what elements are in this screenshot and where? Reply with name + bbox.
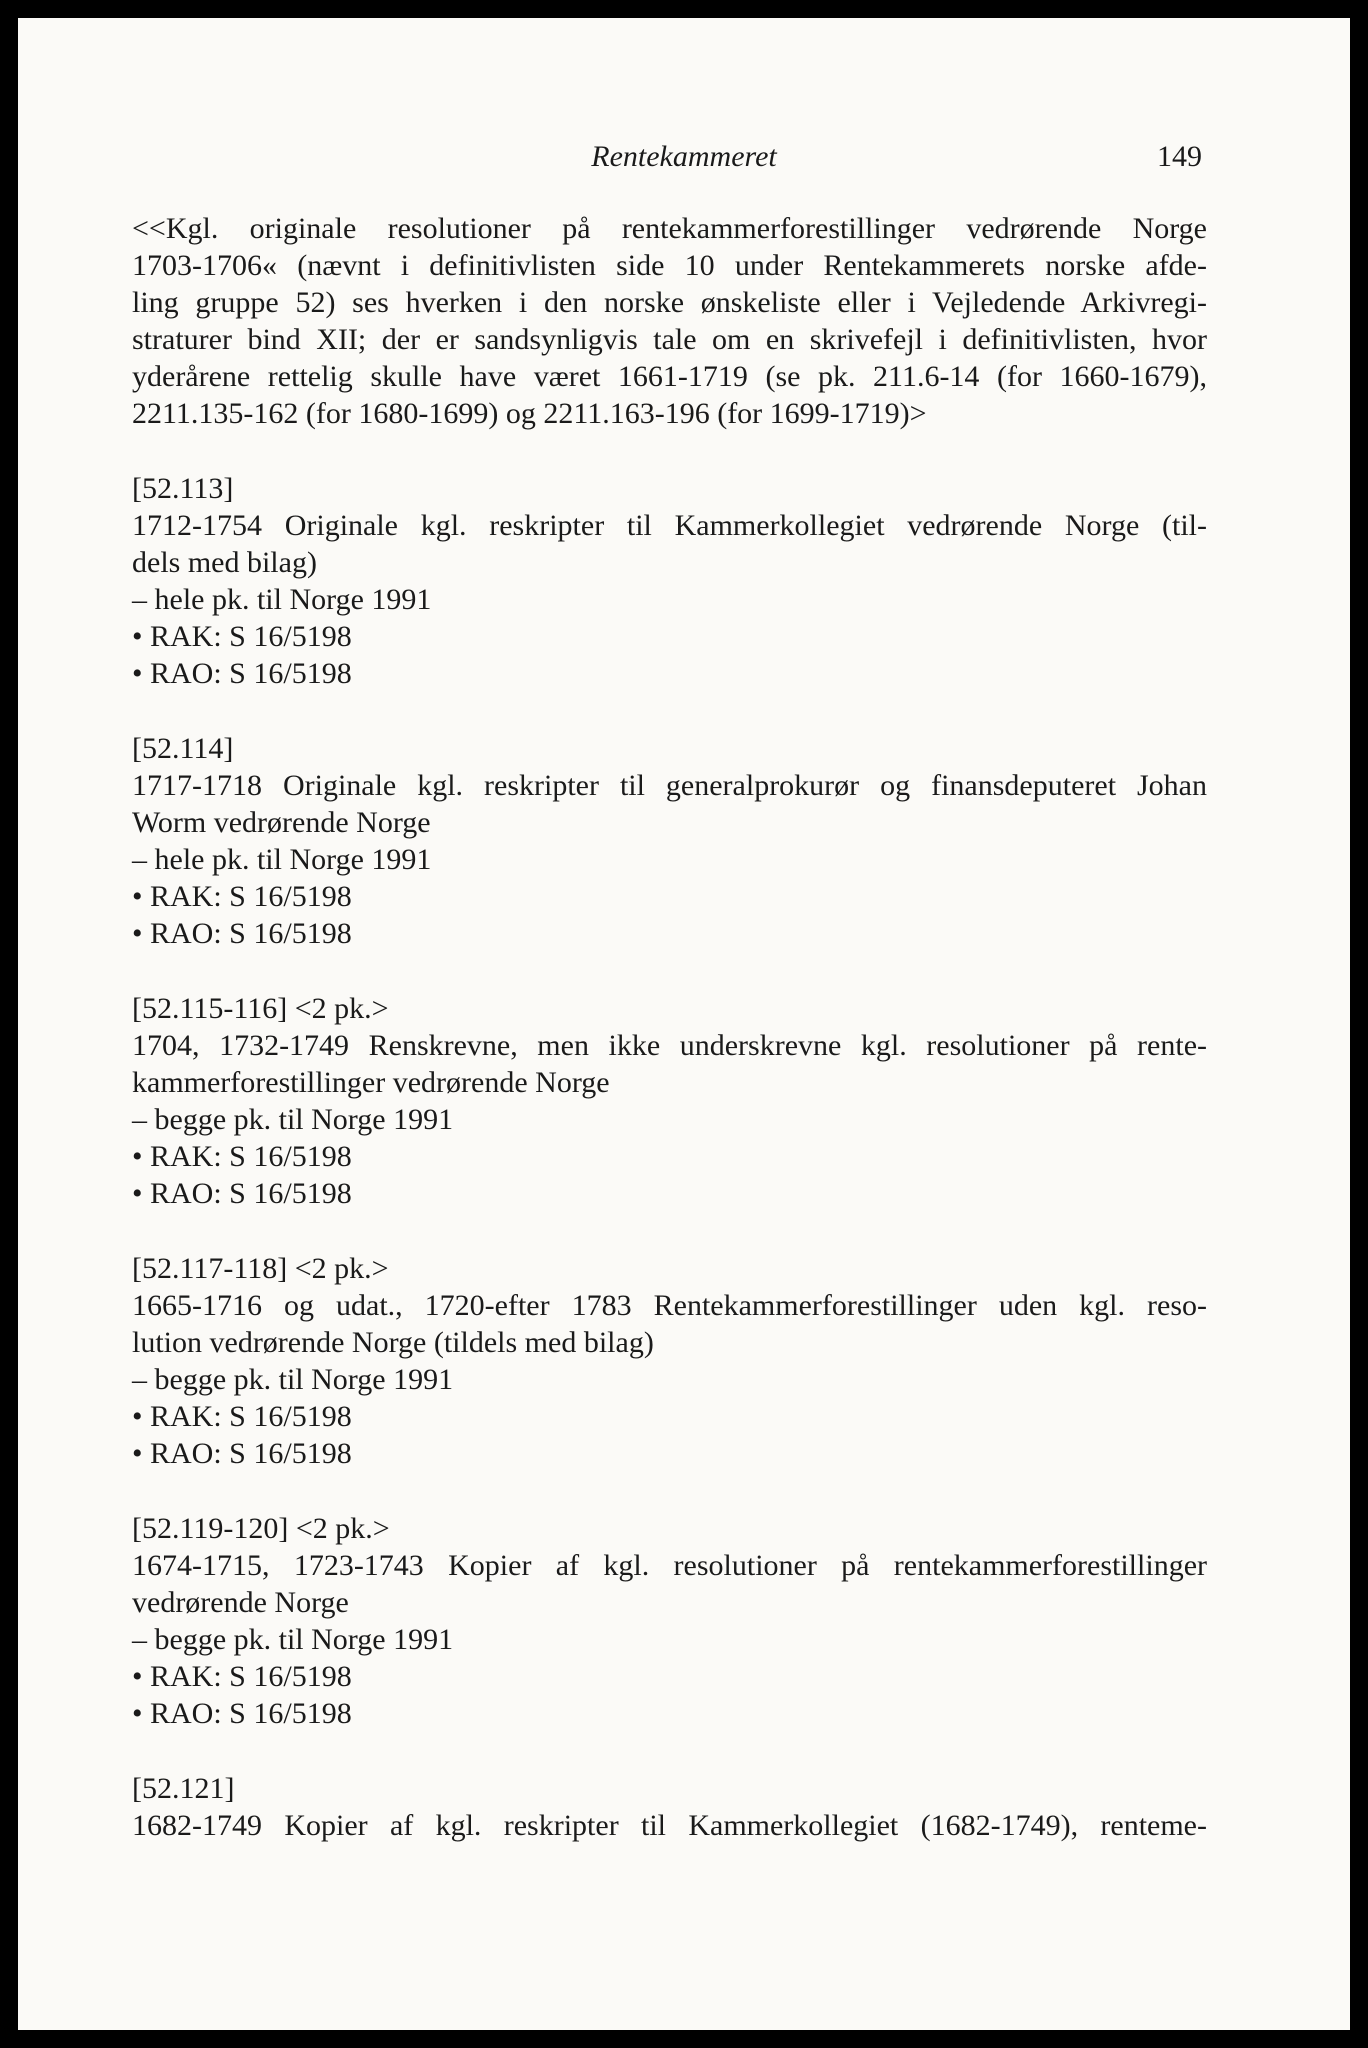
entry-rak: • RAK: S 16/5198 <box>132 1400 352 1433</box>
entry-rak: • RAK: S 16/5198 <box>132 880 352 913</box>
entry-rao: • RAO: S 16/5198 <box>132 1177 352 1210</box>
page-number: 149 <box>1157 140 1202 173</box>
entry-transfer: – begge pk. til Norge 1991 <box>132 1623 454 1656</box>
note-line: ling gruppe 52) ses hverken i den norske ønskeliste eller i Vejledende Arkivregi- <box>132 286 1207 319</box>
entry-description-line: 1682-1749 Kopier af kgl. reskripter til Kammerkollegiet (1682-1749), renteme- <box>132 1809 1207 1842</box>
note-line: <<Kgl. originale resolutioner på rentekammerforestillinger vedrørende Norge <box>132 212 1207 245</box>
archive-entry <box>132 730 1207 952</box>
entry-id: [52.113] <box>132 472 234 505</box>
entry-id: [52.114] <box>132 732 234 765</box>
entry-description-line: Worm vedrørende Norge <box>132 806 431 839</box>
entry-rao: • RAO: S 16/5198 <box>132 1697 352 1730</box>
entry-description-line: 1665-1716 og udat., 1720-efter 1783 Rentekammerforestillinger uden kgl. reso- <box>132 1289 1207 1322</box>
editorial-note <box>132 210 1207 432</box>
page-header <box>18 140 1350 184</box>
entry-rak: • RAK: S 16/5198 <box>132 620 352 653</box>
entry-rao: • RAO: S 16/5198 <box>132 917 352 950</box>
running-title: Rentekammeret <box>591 140 777 173</box>
entry-description-line: 1717-1718 Originale kgl. reskripter til generalprokurør og finansdeputeret Johan <box>132 769 1207 802</box>
note-line: 1703-1706« (nævnt i definitivlisten side 10 under Rentekammerets norske afde- <box>132 249 1207 282</box>
entry-rak: • RAK: S 16/5198 <box>132 1140 352 1173</box>
page <box>18 18 1350 2030</box>
note-line: yderårene rettelig skulle have været 1661-1719 (se pk. 211.6-14 (for 1660-1679), <box>132 360 1207 393</box>
archive-entry <box>132 1770 1207 1844</box>
entry-transfer: – hele pk. til Norge 1991 <box>132 843 432 876</box>
entry-id: [52.115-116] <2 pk.> <box>132 992 389 1025</box>
entry-description-line: 1704, 1732-1749 Renskrevne, men ikke underskrevne kgl. resolutioner på rente- <box>132 1029 1207 1062</box>
entry-transfer: – hele pk. til Norge 1991 <box>132 583 432 616</box>
entry-rao: • RAO: S 16/5198 <box>132 657 352 690</box>
entry-id: [52.119-120] <2 pk.> <box>132 1512 390 1545</box>
entry-id: [52.117-118] <2 pk.> <box>132 1252 389 1285</box>
entry-rak: • RAK: S 16/5198 <box>132 1660 352 1693</box>
note-line: straturer bind XII; der er sandsynligvis tale om en skrivefejl i definitivlisten, hvor <box>132 323 1207 356</box>
archive-entry <box>132 990 1207 1212</box>
entry-transfer: – begge pk. til Norge 1991 <box>132 1103 454 1136</box>
entry-description-line: kammerforestillinger vedrørende Norge <box>132 1066 610 1099</box>
entry-rao: • RAO: S 16/5198 <box>132 1437 352 1470</box>
archive-entry <box>132 1510 1207 1732</box>
note-line: 2211.135-162 (for 1680-1699) og 2211.163-196 (for 1699-1719)> <box>132 397 927 430</box>
entry-id: [52.121] <box>132 1772 235 1805</box>
entry-description-line: dels med bilag) <box>132 546 317 579</box>
entry-description-line: lution vedrørende Norge (tildels med bilag) <box>132 1326 654 1359</box>
entry-description-line: 1712-1754 Originale kgl. reskripter til Kammerkollegiet vedrørende Norge (til- <box>132 509 1207 542</box>
entry-description-line: vedrørende Norge <box>132 1586 349 1619</box>
entry-transfer: – begge pk. til Norge 1991 <box>132 1363 454 1396</box>
archive-entry <box>132 1250 1207 1472</box>
page-content <box>132 210 1207 1844</box>
archive-entry <box>132 470 1207 692</box>
entry-description-line: 1674-1715, 1723-1743 Kopier af kgl. resolutioner på rentekammerforestillinger <box>132 1549 1207 1582</box>
